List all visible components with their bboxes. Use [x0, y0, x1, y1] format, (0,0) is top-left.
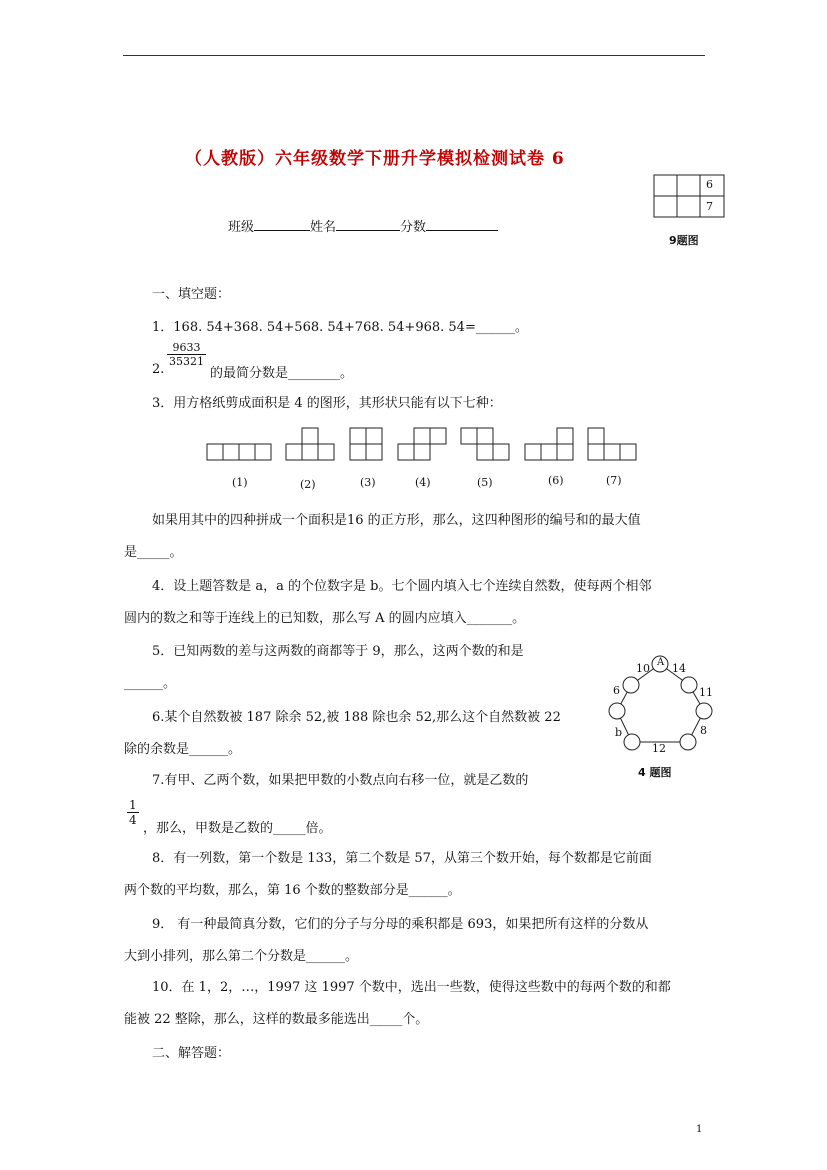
question-6-line1: 6.某个自然数被 187 除余 52,被 188 除也余 52,那么这个自然数被 22	[152, 710, 561, 725]
fig4-label-14: 14	[672, 662, 686, 675]
question-8-line1: 8．有一列数，第一个数是 133，第二个数是 57，从第三个数开始，每个数都是它前面	[152, 851, 652, 866]
class-label: 班级	[228, 220, 255, 235]
header-rule	[123, 55, 705, 56]
question-10-line1: 10．在 1，2，…，1997 这 1997 个数中，选出一些数，使得这些数中的每两个数的和都	[152, 980, 671, 995]
question-3: 3．用方格纸剪成面积是 4 的图形，其形状只能有以下七种：	[152, 396, 502, 411]
shape-3	[350, 428, 382, 460]
section-solve: 二、解答题：	[152, 1046, 231, 1061]
tetromino-shapes	[200, 424, 670, 466]
fraction-denominator: 35321	[169, 355, 204, 368]
shape-6	[525, 428, 573, 460]
name-blank[interactable]	[336, 218, 400, 231]
score-label: 分数	[400, 220, 427, 235]
shape-5	[461, 428, 509, 460]
student-info	[228, 216, 498, 235]
fig9-seven: 7	[706, 200, 713, 213]
question-3-line2: 是_____。	[124, 545, 183, 560]
shape-2	[286, 428, 334, 460]
question-7-line1: 7.有甲、乙两个数，如果把甲数的小数点向右移一位，就是乙数的	[152, 773, 529, 788]
shape-1	[207, 444, 271, 460]
fig4-label-b: b	[615, 726, 623, 739]
shape-label-2: (2)	[300, 478, 316, 491]
question-2-fraction	[167, 341, 206, 368]
question-7-fraction	[127, 798, 139, 827]
shape-label-4: (4)	[415, 476, 431, 489]
fig9-caption: 9题图	[669, 234, 699, 247]
page-number: 1	[696, 1124, 703, 1135]
question-2-prefix: 2.	[152, 362, 165, 377]
fig4-label-12: 12	[652, 742, 666, 755]
fraction-denominator: 4	[129, 813, 137, 827]
shape-label-7: (7)	[606, 474, 622, 487]
shape-7	[588, 428, 636, 460]
question-9-line1: 9． 有一种最简真分数，它们的分子与分母的乘积都是 693，如果把所有这样的分数从	[152, 917, 649, 932]
score-blank[interactable]	[426, 218, 498, 231]
fig4-label-6: 6	[613, 684, 620, 697]
class-blank[interactable]	[254, 218, 310, 231]
question-7-line2: ，那么，甲数是乙数的_____倍。	[143, 821, 332, 836]
fig9-grid	[653, 174, 725, 218]
fig4-circle-a: A	[657, 657, 665, 668]
fig9-six: 6	[706, 178, 713, 191]
fig4-label-11: 11	[699, 686, 713, 699]
question-5-line2: ______。	[124, 676, 177, 691]
question-1: 1．168. 54+368. 54+568. 54+768. 54+968. 54=______。	[152, 320, 528, 335]
fig4-caption: 4 题图	[638, 766, 672, 779]
shape-label-6: (6)	[548, 474, 564, 487]
question-10-line2: 能被 22 整除，那么，这样的数最多能选出_____个。	[124, 1012, 429, 1027]
question-5-line1: 5．已知两数的差与这两数的商都等于 9，那么，这两个数的和是	[152, 644, 524, 659]
question-3-line1: 如果用其中的四种拼成一个面积是16 的正方形，那么，这四种图形的编号和的最大值	[152, 513, 641, 528]
fraction-numerator: 9633	[172, 341, 201, 354]
fraction-numerator: 1	[129, 798, 137, 812]
question-6-line2: 除的余数是______。	[124, 742, 242, 757]
shape-4	[398, 428, 446, 460]
fig4-label-10: 10	[636, 662, 650, 675]
question-4-line2: 圆内的数之和等于连线上的已知数，那么写 A 的圆内应填入_______。	[124, 611, 526, 626]
shape-label-1: (1)	[232, 476, 248, 489]
question-8-line2: 两个数的平均数，那么，第 16 个数的整数部分是______。	[124, 883, 461, 898]
fig4-label-8: 8	[700, 724, 707, 737]
shape-label-3: (3)	[360, 476, 376, 489]
section-fill-blanks: 一、填空题：	[152, 287, 231, 302]
question-4-line1: 4．设上题答数是 a，a 的个位数字是 b。七个圆内填入七个连续自然数，使每两个相邻	[152, 579, 652, 594]
page-title: （人教版）六年级数学下册升学模拟检测试卷 6	[185, 149, 565, 169]
name-label: 姓名	[310, 220, 337, 235]
question-9-line2: 大到小排列，那么第二个分数是______。	[124, 949, 359, 964]
question-2-text: 的最简分数是________。	[210, 366, 354, 381]
shape-label-5: (5)	[477, 476, 493, 489]
